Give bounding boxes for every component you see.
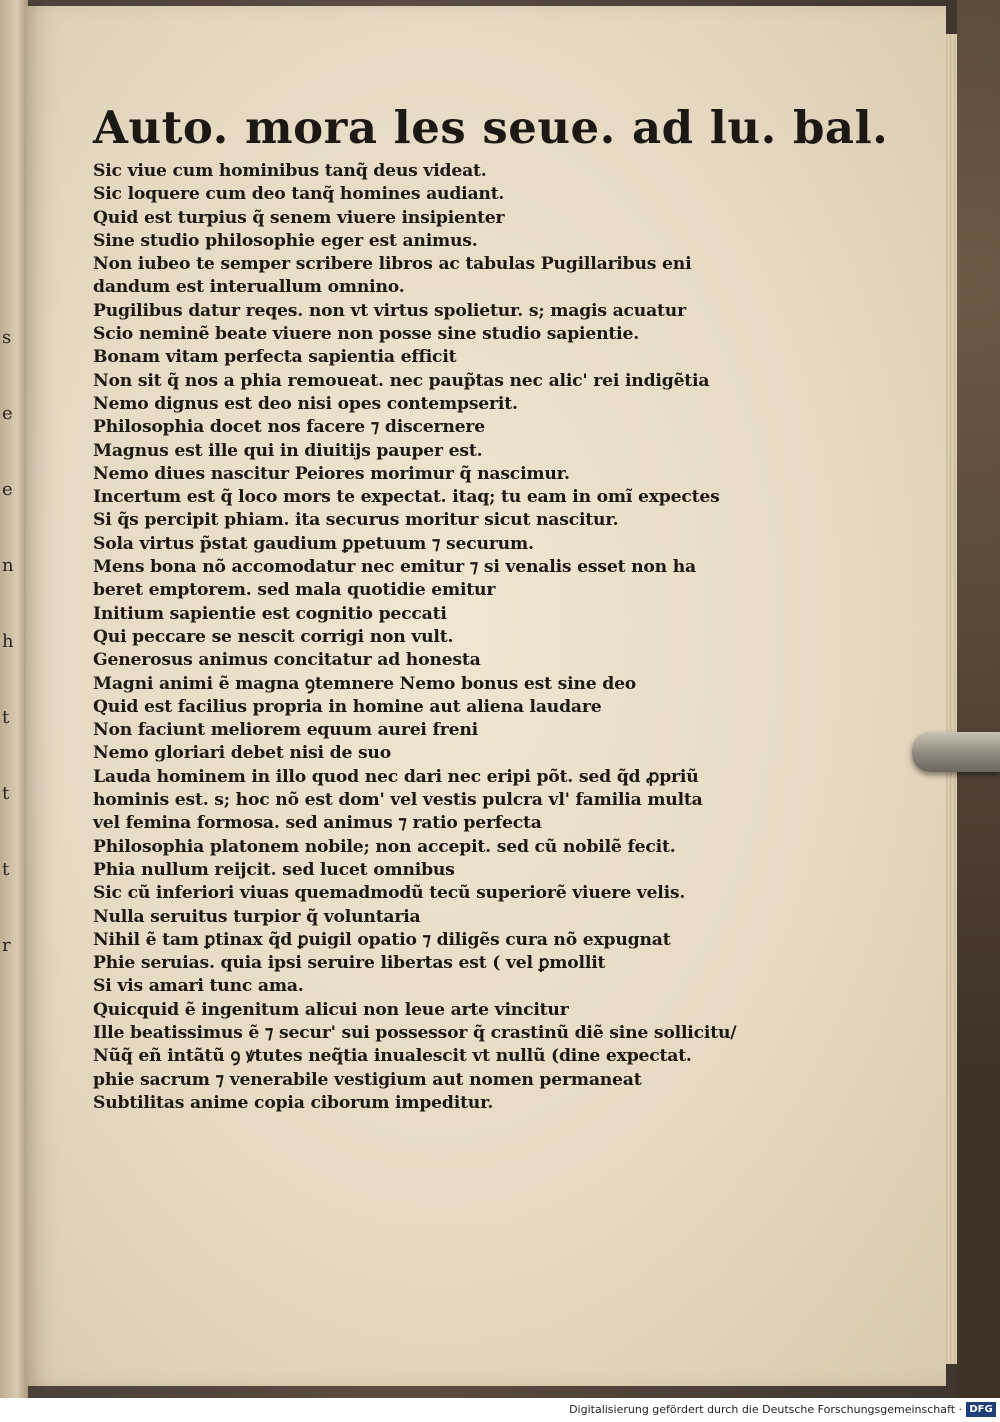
text-line: Nulla seruitus turpior q̃ voluntaria <box>93 906 421 927</box>
text-line: Initium sapientie est cognitio peccati <box>93 603 447 624</box>
text-line: Nemo diues nascitur Peiores morimur q̃ nascimur. <box>93 463 570 484</box>
margin-mark: t <box>2 783 10 804</box>
text-line: Quicquid ẽ ingenitum alicui non leue arte vincitur <box>93 999 569 1020</box>
margin-mark: t <box>2 707 10 728</box>
margin-mark: t <box>2 859 10 880</box>
text-line: Philosophia docet nos facere ⁊ discernere <box>93 417 486 438</box>
text-line: beret emptorem. sed mala quotidie emitur <box>93 580 496 601</box>
margin-mark: h <box>2 631 14 652</box>
text-line: Philosophia platonem nobile; non accepit. sed cũ nobilẽ fecit. <box>93 836 676 857</box>
footer-bar <box>0 1398 1000 1422</box>
text-line: Non iubeo te semper scribere libros ac tabulas Pugillaribus eni <box>93 254 692 275</box>
margin-mark: n <box>2 555 14 576</box>
text-line: Pugilibus datur reqes. non vt virtus spolietur. s; magis acuatur <box>93 300 686 321</box>
text-line: hominis est. s; hoc nõ est dom' vel vestis pulcra vl' familia multa <box>93 790 703 811</box>
book-cover <box>957 0 1000 1398</box>
text-line: Lauda hominem in illo quod nec dari nec eripi põt. sed q̃d ꝓpriũ <box>93 766 699 787</box>
text-line: Nũq̃ eñ intãtũ ꝯ ꝟtutes neq̃tia inualescit vt nullũ (dine expectat. <box>93 1046 692 1067</box>
facing-page-marks <box>2 300 24 984</box>
dfg-logo: DFG <box>966 1402 996 1417</box>
text-line: Subtilitas anime copia ciborum impeditur. <box>93 1092 494 1113</box>
text-line: Sine studio philosophie eger est animus. <box>93 230 478 251</box>
funding-credit: Digitalisierung gefördert durch die Deutsche Forschungsgemeinschaft · <box>569 1403 962 1416</box>
bookmark-strap <box>912 732 1000 772</box>
text-line: Ille beatissimus ẽ ⁊ secur' sui possessor q̃ crastinũ diẽ sine sollicitu/ <box>93 1022 737 1043</box>
margin-mark: e <box>2 479 13 500</box>
margin-mark: e <box>2 403 13 424</box>
text-line: Quid est turpius q̃ senem viuere insipienter <box>93 207 505 228</box>
text-line: Mens bona nõ accomodatur nec emitur ⁊ si venalis esset non ha <box>93 557 696 578</box>
margin-mark: r <box>2 935 11 956</box>
margin-mark: s <box>2 327 12 348</box>
text-line: Magni animi ẽ magna ꝯtemnere Nemo bonus est sine deo <box>93 673 637 694</box>
text-line: Non sit q̃ nos a phia remoueat. nec paup̃tas nec alic' rei indigẽtia <box>93 370 710 391</box>
text-line: Scio neminẽ beate viuere non posse sine studio sapientie. <box>93 324 639 345</box>
text-line: Sic loquere cum deo tanq̃ homines audiant. <box>93 184 505 205</box>
text-line: Phia nullum reijcit. sed lucet omnibus <box>93 859 455 880</box>
text-line: Quid est facilius propria in homine aut aliena laudare <box>93 696 602 717</box>
text-line: Si vis amari tunc ama. <box>93 976 304 997</box>
text-line: Sic viue cum hominibus tanq̃ deus videat. <box>93 161 487 181</box>
text-line: Generosus animus concitatur ad honesta <box>93 650 481 671</box>
text-line: Nihil ẽ tam ꝑtinax q̃d ꝑuigil opatio ⁊ diligẽs cura nõ expugnat <box>93 929 671 950</box>
text-line: Magnus est ille qui in diuitijs pauper est. <box>93 440 483 461</box>
text-line: Nemo gloriari debet nisi de suo <box>93 743 391 764</box>
text-line: Phie seruias. quia ipsi seruire libertas est ( vel ꝑmollit <box>93 953 606 974</box>
text-line: Incertum est q̃ loco mors te expectat. itaq; tu eam in omĩ expectes <box>93 487 720 508</box>
text-line: Nemo dignus est deo nisi opes contempserit. <box>93 393 518 414</box>
text-line: phie sacrum ⁊ venerabile vestigium aut nomen permaneat <box>93 1069 642 1090</box>
page-heading: Auto. mora les seue. ad lu. bal. <box>93 101 889 154</box>
text-line: Si q̃s percipit phiam. ita securus moritur sicut nascitur. <box>93 510 619 531</box>
text-line: Non faciunt meliorem equum aurei freni <box>93 720 478 741</box>
text-line: Sola virtus p̃stat gaudium ꝑpetuum ⁊ securum. <box>93 533 534 554</box>
text-block <box>93 98 889 1115</box>
text-line: Sic cũ inferiori viuas quemadmodũ tecũ superiorẽ viuere velis. <box>93 883 686 904</box>
text-line: Qui peccare se nescit corrigi non vult. <box>93 626 454 647</box>
text-line: Bonam vitam perfecta sapientia efficit <box>93 347 457 368</box>
facing-page-edge <box>0 0 28 1398</box>
text-lines <box>93 160 737 1115</box>
text-line: dandum est interuallum omnino. <box>93 277 405 298</box>
text-line: vel femina formosa. sed animus ⁊ ratio perfecta <box>93 813 542 834</box>
